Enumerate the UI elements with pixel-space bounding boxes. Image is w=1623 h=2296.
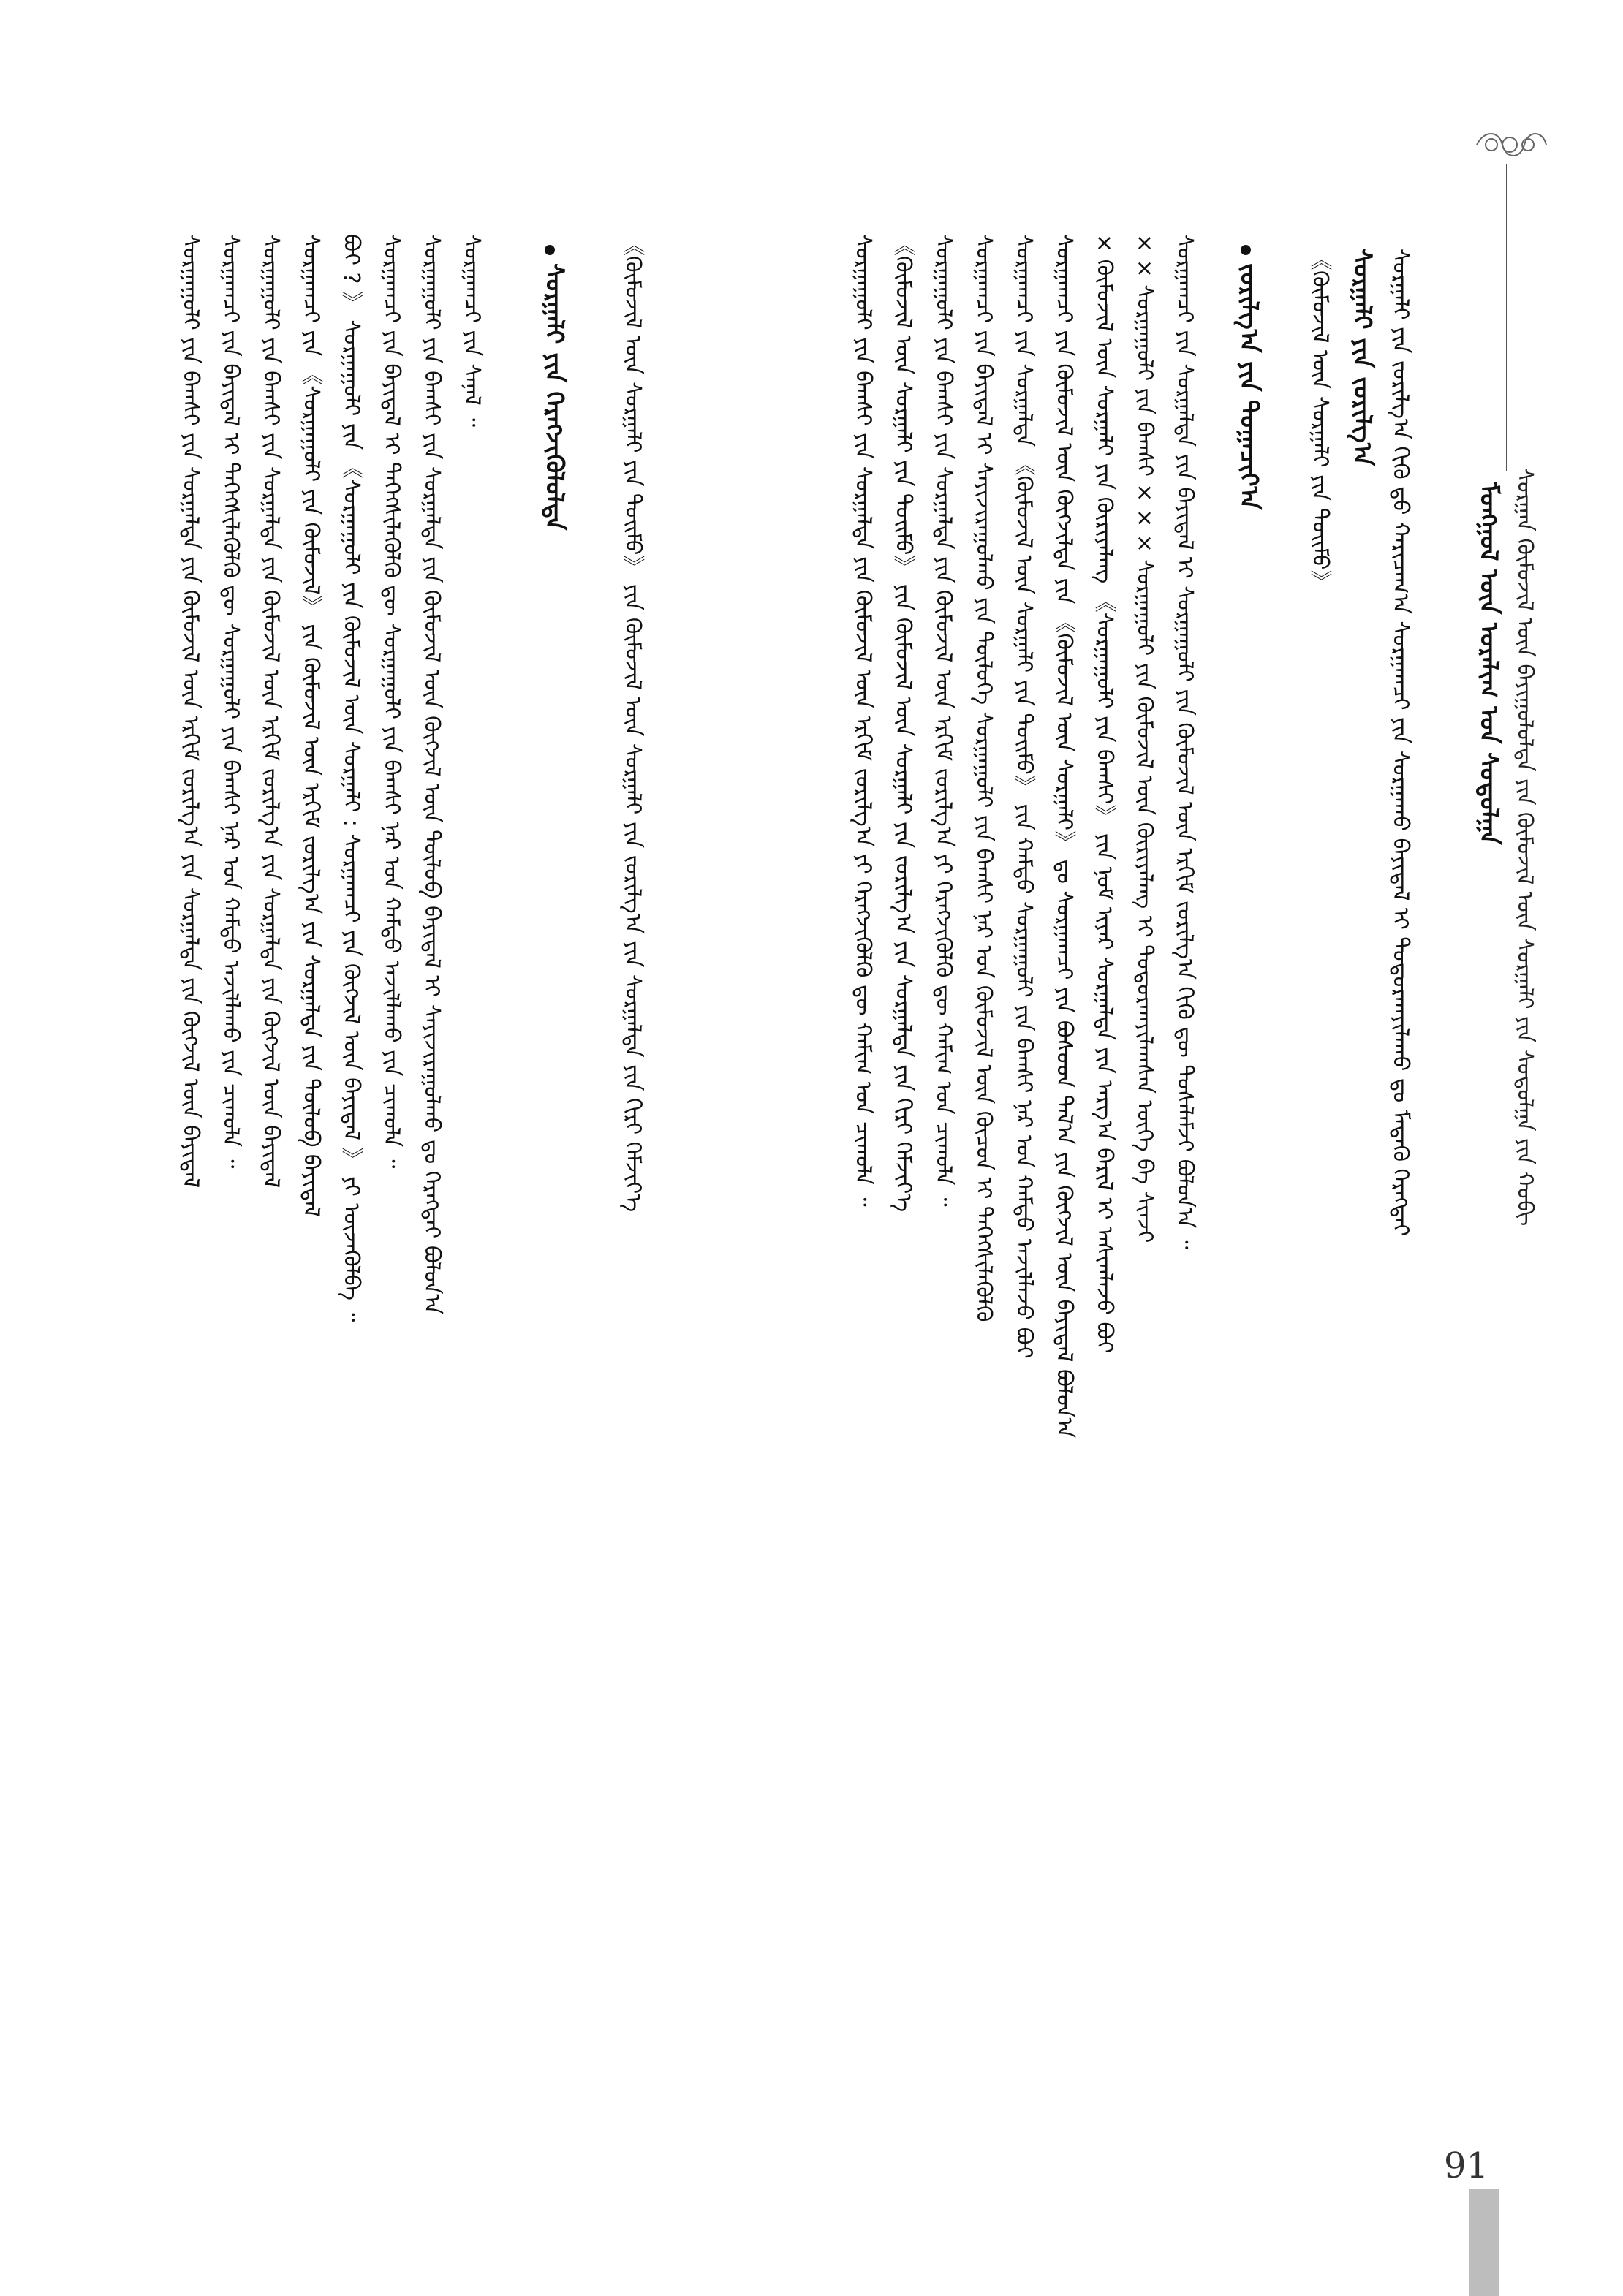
text-column-7: × ᠬᠦᠮᠦᠵᠢᠯ ᠦᠨ ᠰᠤᠷᠭᠠᠯᠢ ᠶᠢᠨ ᠬᠦᠷᠢᠶᠡᠯᠡᠩ 《ᠰᠤᠷᠭᠠᠭᠤᠯᠢ ᠶᠢᠨ ᠪᠠᠭᠰᠢ》 ᠶᠢᠨ ᠨᠣᠮ ᠢᠶᠡᠷ ᠰᠤᠷᠭᠠᠯᠲᠠ ᠶᠢᠨ ᠠᠷᠭ᠎ᠠ ᠪᠠᠷᠢᠯ ᠢ ᠠᠰᠢᠭᠯᠠᠵᠤ ᠪᠣᠢ bbox=[1092, 234, 1117, 1354]
text-column-3: 《ᠬᠦᠮᠦᠵᠢᠯ ᠦᠨ ᠰᠤᠷᠭᠠᠯᠢ ᠶᠢᠨ ᠲᠣᠢᠮᠤ》 bbox=[1307, 249, 1333, 592]
header-rule bbox=[1506, 164, 1507, 471]
text-column-17: ᠰᠤᠷᠭᠠᠭᠴᠢ ᠶᠢᠨ ᠪᠠᠶᠢᠳᠠᠯ ᠢ ᠳᠡᠭᠡᠭᠰᠢᠯᠡᠭᠦᠯᠬᠦ ᠳᠦ ᠰᠤᠷᠭᠠᠭᠤᠯᠢ ᠶᠢᠨ ᠪᠠᠭᠰᠢ ᠨᠠᠷ ᠤᠨ ᠬᠠᠮᠲᠤ ᠠᠵᠢᠯᠯᠠᠬᠤ ᠶᠢᠨ ᠴᠢᠬᠤᠯᠠ ᠃ bbox=[379, 234, 404, 1169]
section-heading-1: ᠰᠤᠷᠭᠠᠯᠢ ᠶᠢᠨ ᠵᠣᠷᠢᠯᠭ᠎ᠠ bbox=[1347, 249, 1377, 466]
text-column-10: ᠰᠤᠷᠭᠠᠭᠴᠢ ᠶᠢᠨ ᠪᠠᠶᠢᠳᠠᠯ ᠢ ᠰᠠᠶᠢᠵᠢᠷᠠᠭᠤᠯᠬᠤ ᠶᠢᠨ ᠲᠥᠯᠥᠭᠡ ᠰᠤᠷᠭᠠᠭᠤᠯᠢ ᠶᠢᠨ ᠪᠠᠭᠰᠢ ᠨᠠᠷ ᠤᠨ ᠬᠦᠮᠦᠵᠢᠯ ᠦᠨ ᠬᠦᠴᠦᠨ ᠢ ᠳᠡᠭᠡᠭᠰᠢᠯᠡᠭᠦᠯᠬᠦ bbox=[971, 234, 996, 1322]
text-column-18: ᠪᠣᠢ ? 》 ᠰᠤᠷᠭᠠᠭᠤᠯᠢ ᠶᠢᠨ 《ᠰᠤᠷᠭᠠᠭᠤᠯᠢ ᠶᠢᠨ ᠬᠦᠮᠦᠵᠢᠯ ᠦᠨ ᠰᠤᠷᠭᠠᠯᠢ : ᠰᠤᠷᠭᠠᠭᠴᠢ ᠶᠢᠨ ᠬᠥᠭᠵᠢᠯ ᠦᠨ ᠪᠠᠶᠢᠳᠠᠯ 》 ᠶᠢ ᠦᠵᠡᠭᠦᠯᠪᠡ ᠃ bbox=[338, 234, 364, 1322]
section-heading-3: ᠰᠤᠷᠭᠠᠯᠢ ᠶᠢᠨ ᠬᠡᠷᠡᠭᠵᠢᠭᠦᠯᠦᠯᠲᠡ bbox=[540, 263, 569, 531]
text-column-6: × × ᠰᠤᠷᠭᠠᠭᠤᠯᠢ ᠶᠢᠨ ᠪᠠᠭᠰᠢ × × × ᠰᠤᠷᠭᠠᠭᠤᠯᠢ ᠶᠢᠨ ᠬᠦᠮᠦᠵᠢᠯ ᠦᠨ ᠬᠦᠷᠢᠶᠡᠯᠡᠩ ᠢ ᠲᠣᠳᠤᠷᠬᠠᠶᠢᠯᠠᠭᠰᠠᠨ ᠦᠭᠡ ᠪᠠ ᠰᠢᠨᠵᠢ bbox=[1132, 234, 1157, 1243]
text-column-22: ᠰᠤᠷᠭᠠᠭᠤᠯᠢ ᠶᠢᠨ ᠪᠠᠭᠰᠢ ᠶᠢᠨ ᠰᠤᠷᠭᠠᠯᠲᠠ ᠶᠢᠨ ᠬᠦᠮᠦᠵᠢᠯ ᠦᠨ ᠡᠷᠬᠢᠮ ᠵᠣᠷᠢᠯᠭ᠎ᠠ ᠶᠢᠨ ᠰᠤᠷᠭᠠᠯᠲᠠ ᠶᠢᠨ ᠬᠥᠭᠵᠢᠯ ᠦᠨ ᠪᠠᠶᠢᠳᠠᠯ bbox=[178, 234, 203, 1189]
bullet-1 bbox=[1241, 245, 1251, 255]
ornament-icon bbox=[1469, 123, 1550, 167]
text-column-12: 《ᠬᠦᠮᠦᠵᠢᠯ ᠦᠨ ᠰᠤᠷᠭᠠᠯᠢ ᠶᠢᠨ ᠲᠣᠢᠮᠤ》 ᠶᠢᠨ ᠬᠦᠮᠦᠵᠢᠯ ᠦᠨ ᠰᠤᠷᠭᠠᠯᠢ ᠶᠢᠨ ᠵᠣᠷᠢᠯᠭ᠎ᠠ ᠶᠢᠨ ᠰᠤᠷᠭᠠᠯᠲᠠ ᠶᠢᠨ ᠬᠢᠷᠢ ᠬᠡᠮᠵᠢᠶ᠎ᠡ bbox=[890, 234, 916, 1213]
bullet-2 bbox=[545, 245, 555, 255]
page-number: 91 bbox=[1444, 2145, 1489, 2186]
text-column-21: ᠰᠤᠷᠭᠠᠭᠴᠢ ᠶᠢᠨ ᠪᠠᠶᠢᠳᠠᠯ ᠢ ᠳᠡᠭᠡᠭᠰᠢᠯᠡᠭᠦᠯᠬᠦ ᠳᠦ ᠰᠤᠷᠭᠠᠭᠤᠯᠢ ᠶᠢᠨ ᠪᠠᠭᠰᠢ ᠨᠠᠷ ᠤᠨ ᠬᠠᠮᠲᠤ ᠠᠵᠢᠯᠯᠠᠬᠤ ᠶᠢᠨ ᠴᠢᠬᠤᠯᠠ ᠃ bbox=[218, 234, 243, 1169]
page-edge-tab bbox=[1469, 2189, 1499, 2296]
text-column-8: ᠰᠤᠷᠭᠠᠭᠴᠢ ᠶᠢᠨ ᠬᠦᠮᠦᠵᠢᠯ ᠦᠨ ᠬᠦᠭᠵᠢᠯᠲᠡ ᠶᠢᠨ 《ᠬᠦᠮᠦᠵᠢᠯ ᠦᠨ ᠰᠤᠷᠭᠠᠯᠢ》 ᠳᠤ ᠰᠤᠷᠭᠠᠭᠴᠢ ᠶᠢᠨ ᠪᠤᠰᠤᠳ ᠲᠠᠯ᠎ᠠ ᠶᠢᠨ ᠬᠥᠭᠵᠢᠯ ᠦᠨ ᠪᠠᠶᠢᠳᠠᠯ ᠪᠣᠯᠤᠨ᠎ᠠ bbox=[1051, 234, 1077, 1439]
text-column-15: ᠰᠤᠷᠭᠠᠭᠴᠢ ᠶᠢᠨ ᠰᠠᠨᠠᠯ ᠃ bbox=[459, 234, 485, 428]
text-column-9: ᠰᠤᠷᠭᠠᠭᠴᠢ ᠶᠢᠨ ᠰᠤᠷᠭᠠᠯᠲᠠ 《ᠬᠦᠮᠦᠵᠢᠯ ᠦᠨ ᠰᠤᠷᠭᠠᠯᠢ ᠶᠢᠨ ᠲᠣᠢᠮᠤ》 ᠶᠢᠨ ᠬᠠᠮᠲᠤ ᠰᠤᠷᠭᠠᠭᠤᠯᠢ ᠶᠢᠨ ᠪᠠᠭᠰᠢ ᠨᠠᠷ ᠤᠨ ᠬᠠᠮᠲᠤ ᠠᠵᠢᠯᠯᠠᠵᠤ ᠪᠣᠢ bbox=[1011, 234, 1037, 1359]
section-heading-2: ᠵᠣᠷᠢᠯᠭ᠎ᠠ ᠶᠢᠨ ᠲᠣᠭᠠᠴᠢᠶ᠎ᠠ bbox=[1234, 263, 1263, 510]
text-column-13: ᠰᠤᠷᠭᠠᠭᠤᠯᠢ ᠶᠢᠨ ᠪᠠᠭᠰᠢ ᠶᠢᠨ ᠰᠤᠷᠭᠠᠯᠲᠠ ᠶᠢᠨ ᠬᠦᠮᠦᠵᠢᠯ ᠦᠨ ᠡᠷᠬᠢᠮ ᠵᠣᠷᠢᠯᠭ᠎ᠠ ᠶᠢ ᠬᠡᠷᠡᠭᠵᠢᠭᠦᠯᠬᠦ ᠳᠦ ᠬᠠᠮᠢᠭ ᠤᠨ ᠴᠢᠬᠤᠯᠠ ᠃ bbox=[850, 234, 876, 1207]
chapter-title: ᠮᠣᠩᠭᠣᠯ ᠦᠨ ᠤᠷᠠᠯᠢᠭ ᠤᠨ ᠰᠤᠳᠤᠯᠭᠠ bbox=[1474, 482, 1503, 845]
text-column-20: ᠰᠤᠷᠭᠠᠭᠤᠯᠢ ᠶᠢᠨ ᠪᠠᠭᠰᠢ ᠶᠢᠨ ᠰᠤᠷᠭᠠᠯᠲᠠ ᠶᠢᠨ ᠬᠦᠮᠦᠵᠢᠯ ᠦᠨ ᠡᠷᠬᠢᠮ ᠵᠣᠷᠢᠯᠭ᠎ᠠ ᠶᠢᠨ ᠰᠤᠷᠭᠠᠯᠲᠠ ᠶᠢᠨ ᠬᠥᠭᠵᠢᠯ ᠦᠨ ᠪᠠᠶᠢᠳᠠᠯ bbox=[258, 234, 284, 1189]
text-column-19: ᠰᠤᠷᠭᠠᠭᠴᠢ ᠶᠢᠨ 《ᠰᠤᠷᠭᠠᠭᠤᠯᠢ ᠶᠢᠨ ᠬᠦᠮᠦᠵᠢᠯ》 ᠶᠢᠨ ᠬᠦᠮᠦᠵᠢᠯ ᠦᠨ ᠡᠷᠬᠢᠮ ᠵᠣᠷᠢᠯᠭ᠎ᠠ ᠶᠢᠨ ᠰᠤᠷᠭᠠᠯᠲᠠ ᠶᠢᠨ ᠲᠥᠯᠥᠪ ᠪᠠᠶᠢᠳᠠᠯ bbox=[298, 234, 324, 1217]
text-column-1: ᠰᠤᠷᠭᠠᠯᠢ ᠶᠢᠨ ᠵᠣᠷᠢᠯᠭ᠎ᠠ ᠬᠢᠬᠦ ᠳ᠋ᠤ ᠬᠠᠷᠢᠴᠠᠭ᠎ᠠ ᠰᠤᠷᠭᠠᠭᠴᠢ ᠶᠢᠨ ᠰᠤᠷᠭᠠᠬᠤ ᠪᠠᠶᠢᠳᠠᠯ ᠢ ᠲᠣᠳᠤᠷᠬᠠᠶᠢᠯᠠᠬᠤ ᠳᠤ ᠮᠡᠳᠡᠬᠦ ᠬᠡᠷᠡᠭᠲᠡᠢ bbox=[1388, 249, 1413, 1237]
running-header: ᠰᠤᠷᠭᠠᠨ ᠬᠦᠮᠦᠵᠢᠯ ᠦᠨ ᠪᠠᠶᠢᠭᠤᠯᠤᠯᠲᠠ ᠶᠢᠨ ᠬᠦᠮᠦᠵᠢᠯ ᠦᠨ ᠰᠤᠷᠭᠠᠯᠢ ᠶᠢᠨ ᠰᠤᠳᠤᠯᠭᠠ ᠶᠢᠨ ᠬᠤᠪᠢ bbox=[1512, 468, 1537, 1227]
text-column-14: 《ᠬᠦᠮᠦᠵᠢᠯ ᠦᠨ ᠰᠤᠷᠭᠠᠯᠢ ᠶᠢᠨ ᠲᠣᠢᠮᠤ》 ᠶᠢᠨ ᠬᠦᠮᠦᠵᠢᠯ ᠦᠨ ᠰᠤᠷᠭᠠᠯᠢ ᠶᠢᠨ ᠵᠣᠷᠢᠯᠭ᠎ᠠ ᠶᠢᠨ ᠰᠤᠷᠭᠠᠯᠲᠠ ᠶᠢᠨ ᠬᠢᠷᠢ ᠬᠡᠮᠵᠢᠶ᠎ᠡ bbox=[620, 234, 646, 1213]
text-column-16: ᠰᠤᠷᠭᠠᠭᠤᠯᠢ ᠶᠢᠨ ᠪᠠᠭᠰᠢ ᠶᠢᠨ ᠰᠤᠷᠭᠠᠯᠲᠠ ᠶᠢᠨ ᠬᠦᠮᠦᠵᠢᠯ ᠦᠨ ᠬᠥᠭᠵᠢᠯ ᠦᠨ ᠲᠥᠯᠥᠪ ᠪᠠᠶᠢᠳᠠᠯ ᠢ ᠰᠠᠶᠢᠵᠢᠷᠠᠭᠤᠯᠬᠤ ᠳᠤ ᠬᠡᠷᠡᠭᠲᠡᠢ ᠪᠣᠯᠤᠨ᠎ᠠ bbox=[419, 234, 444, 1315]
text-column-11: ᠰᠤᠷᠭᠠᠭᠤᠯᠢ ᠶᠢᠨ ᠪᠠᠭᠰᠢ ᠶᠢᠨ ᠰᠤᠷᠭᠠᠯᠲᠠ ᠶᠢᠨ ᠬᠦᠮᠦᠵᠢᠯ ᠦᠨ ᠡᠷᠬᠢᠮ ᠵᠣᠷᠢᠯᠭ᠎ᠠ ᠶᠢ ᠬᠡᠷᠡᠭᠵᠢᠭᠦᠯᠬᠦ ᠳᠦ ᠬᠠᠮᠢᠭ ᠤᠨ ᠴᠢᠬᠤᠯᠠ ᠃ bbox=[931, 234, 956, 1207]
text-column-5: ᠰᠤᠷᠭᠠᠭᠴᠢ ᠶᠢᠨ ᠰᠤᠷᠭᠠᠯᠲᠠ ᠶᠢᠨ ᠪᠠᠶᠢᠳᠠᠯ ᠢ ᠰᠤᠷᠭᠠᠭᠤᠯᠢ ᠶᠢᠨ ᠬᠦᠮᠦᠵᠢᠯ ᠦᠨ ᠡᠷᠬᠢᠮ ᠵᠣᠷᠢᠯᠭ᠎ᠠ ᠬᠢᠬᠦ ᠳᠦ ᠲᠤᠰᠠᠯᠠᠮᠵᠢ ᠪᠣᠯᠤᠨ᠎ᠠ ᠃ bbox=[1172, 234, 1198, 1250]
